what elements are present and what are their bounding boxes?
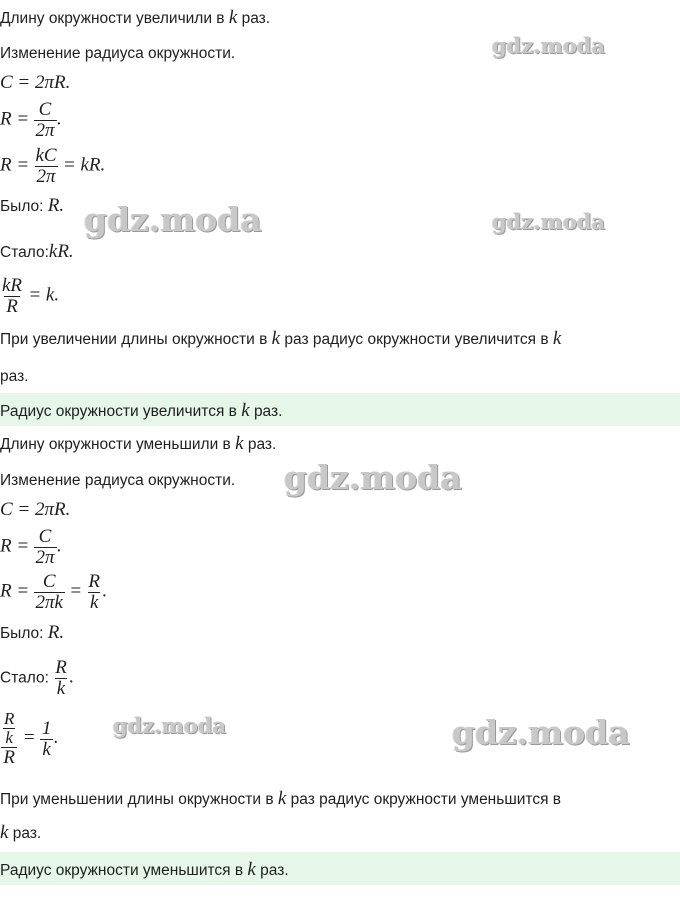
- compound-fraction: $\frac{\frac{R}{k}}{R}$: [3, 709, 15, 768]
- fraction: $\frac{C}{2\pi}$: [35, 526, 55, 568]
- answer-box-2: [0, 852, 680, 885]
- formula-radius-scaled-1: R = $\frac{kC}{2\pi}$ = kR.: [0, 145, 106, 187]
- intro-line-1: Длину окружности увеличили в k раз.: [0, 7, 271, 28]
- ratio-line-1: $\frac{kR}{R}$ = k.: [2, 275, 60, 317]
- conclusion-line-1: При увеличении длины окружности в k раз радиус окружности увеличится в k: [0, 328, 562, 349]
- became-line-2: Стало: $\frac{R}{k}$ .: [0, 657, 74, 699]
- watermark: gdz.moda: [492, 33, 606, 58]
- formula-radius-1: R = $\frac{C}{2\pi}$ .: [0, 99, 62, 141]
- watermark: gdz.moda: [492, 209, 606, 234]
- watermark: gdz.moda: [284, 458, 462, 497]
- conclusion-line-1b: раз.: [0, 368, 29, 385]
- fraction: $\frac{R}{k}$: [88, 571, 101, 613]
- formula-radius-scaled-2: R = $\frac{C}{2\pi k}$ = $\frac{R}{k}$ .: [0, 571, 107, 613]
- fraction: $\frac{kC}{2\pi}$: [35, 145, 57, 187]
- fraction: $\frac{C}{2\pi k}$: [35, 571, 63, 613]
- conclusion-line-2b: k раз.: [0, 822, 42, 843]
- watermark: gdz.moda: [113, 713, 227, 738]
- formula-radius-2: R = $\frac{C}{2\pi}$ .: [0, 526, 62, 568]
- formula-circumference-1: C = 2πR.: [0, 72, 71, 93]
- was-line-2: Было: R.: [0, 622, 65, 643]
- answer-text-2: Радиус окружности уменьшится в k раз.: [0, 859, 289, 880]
- change-label-1: Изменение радиуса окружности.: [0, 45, 236, 62]
- fraction: $\frac{R}{k}$: [55, 657, 67, 699]
- change-label-2: Изменение радиуса окружности.: [0, 472, 236, 489]
- watermark: gdz.moda: [452, 713, 630, 752]
- was-line-1: Было: R.: [0, 195, 65, 216]
- fraction: $\frac{R}{k}$: [4, 709, 15, 747]
- fraction: $\frac{C}{2\pi}$: [35, 99, 55, 141]
- answer-text-1: Радиус окружности увеличится в k раз.: [0, 400, 283, 421]
- ratio-line-2: $\frac{\frac{R}{k}}{R}$ = $\frac{1}{k}$ .: [0, 710, 58, 768]
- formula-circumference-2: C = 2πR.: [0, 499, 71, 520]
- conclusion-line-2: При уменьшении длины окружности в k раз радиус окружности уменьшится в: [0, 788, 562, 809]
- answer-box-1: [0, 393, 680, 426]
- intro-line-2: Длину окружности уменьшили в k раз.: [0, 433, 277, 454]
- became-line-1: Стало:kR.: [0, 241, 74, 262]
- fraction: $\frac{1}{k}$: [41, 717, 52, 760]
- fraction: $\frac{kR}{R}$: [2, 275, 23, 317]
- watermark: gdz.moda: [84, 200, 262, 239]
